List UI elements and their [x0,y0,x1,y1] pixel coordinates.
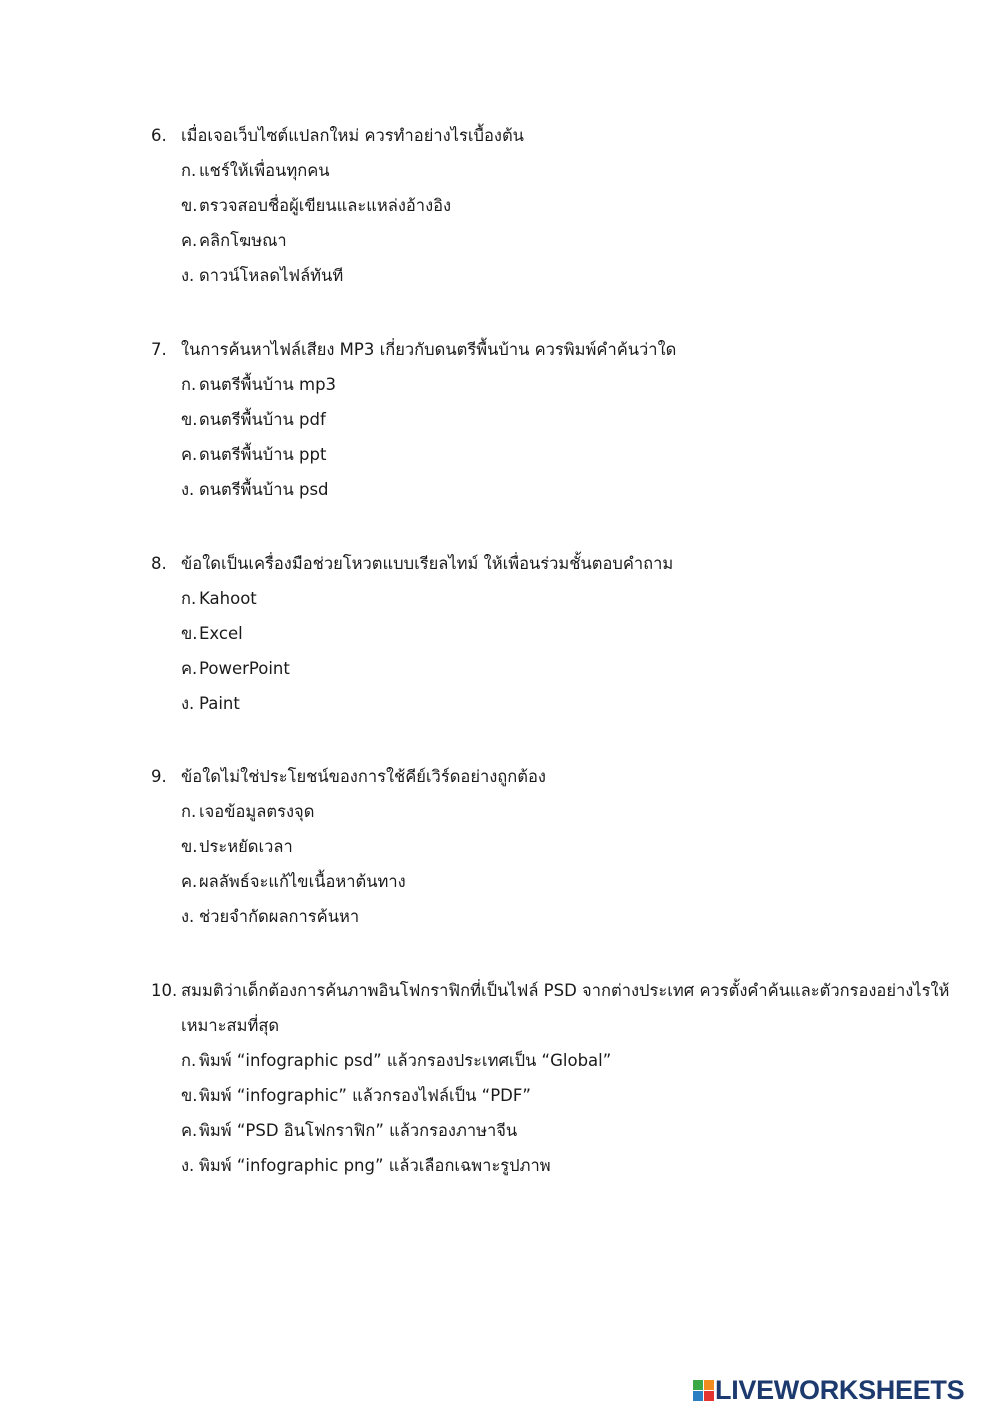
option-letter: ง. [181,907,195,926]
option-text: PowerPoint [199,659,290,678]
option-text: ดนตรีพื้นบ้าน pdf [199,410,326,429]
question-7 [0,332,1000,507]
option-text: ผลลัพธ์จะแก้ไขเนื้อหาต้นทาง [199,872,406,891]
question-text: เมื่อเจอเว็บไซต์แปลกใหม่ ควรทำอย่างไรเบื้องต้น [181,126,524,145]
liveworksheets-logo [693,1377,964,1403]
question-text: ในการค้นหาไฟล์เสียง MP3 เกี่ยวกับดนตรีพื้นบ้าน ควรพิมพ์คำค้นว่าใด [181,340,677,359]
option-c [0,1113,1000,1148]
option-c [0,223,1000,258]
option-b [0,188,1000,223]
option-text: พิมพ์ “PSD อินโฟกราฟิก” แล้วกรองภาษาจีน [199,1121,518,1140]
option-text: ดาวน์โหลดไฟล์ทันที [199,266,344,285]
question-text: ข้อใดเป็นเครื่องมือช่วยโหวตแบบเรียลไทม์ ให้เพื่อนร่วมชั้นตอบคำถาม [181,554,674,573]
option-text: พิมพ์ “infographic png” แล้วเลือกเฉพาะรูปภาพ [199,1156,551,1175]
option-d [0,899,1000,934]
option-letter: ก. [181,375,197,394]
option-b [0,402,1000,437]
option-text: Excel [199,624,243,643]
option-text: พิมพ์ “infographic psd” แล้วกรองประเทศเป็น “Global” [199,1051,612,1070]
option-a [0,153,1000,188]
option-letter: ค. [181,231,198,250]
question-number: 10. [151,981,178,1000]
option-text: พิมพ์ “infographic” แล้วกรองไฟล์เป็น “PDF” [199,1086,531,1105]
option-letter: ข. [181,624,198,643]
option-letter: ค. [181,659,198,678]
option-letter: ง. [181,1156,195,1175]
option-letter: ก. [181,161,197,180]
option-d [0,686,1000,721]
question-number: 6. [151,126,167,145]
question-10 [0,973,1000,1183]
option-letter: ก. [181,1051,197,1070]
option-text: ดนตรีพื้นบ้าน mp3 [199,375,337,394]
option-d [0,1148,1000,1183]
option-b [0,616,1000,651]
option-letter: ง. [181,480,195,499]
option-text: ประหยัดเวลา [199,837,293,856]
option-letter: ค. [181,872,198,891]
option-text: Kahoot [199,589,257,608]
question-number: 9. [151,767,167,786]
question-number: 8. [151,554,167,573]
option-text: แชร์ให้เพื่อนทุกคน [199,161,330,180]
option-letter: ข. [181,837,198,856]
logo-text: LIVEWORKSHEETS [715,1375,965,1405]
option-d [0,258,1000,293]
option-letter: ข. [181,410,198,429]
question-8 [0,546,1000,721]
option-text: Paint [199,694,240,713]
option-c [0,437,1000,472]
option-c [0,864,1000,899]
option-d [0,472,1000,507]
option-letter: ค. [181,1121,198,1140]
option-letter: ก. [181,589,197,608]
question-9 [0,759,1000,934]
option-text: ตรวจสอบชื่อผู้เขียนและแหล่งอ้างอิง [199,196,452,215]
option-text: ช่วยจำกัดผลการค้นหา [199,907,360,926]
option-a [0,581,1000,616]
option-c [0,651,1000,686]
question-text: ข้อใดไม่ใช่ประโยชน์ของการใช้คีย์เวิร์ดอย่างถูกต้อง [181,767,546,786]
option-letter: ง. [181,694,195,713]
question-text-continued: เหมาะสมที่สุด [181,1016,280,1035]
option-b [0,1078,1000,1113]
option-text: คลิกโฆษณา [199,231,287,250]
option-a [0,794,1000,829]
question-number: 7. [151,340,167,359]
option-letter: ข. [181,196,198,215]
option-a [0,367,1000,402]
option-letter: ง. [181,266,195,285]
option-letter: ก. [181,802,197,821]
question-6 [0,118,1000,293]
option-text: ดนตรีพื้นบ้าน psd [199,480,329,499]
option-letter: ค. [181,445,198,464]
option-a [0,1043,1000,1078]
option-b [0,829,1000,864]
liveworksheets-logo-icon [693,1380,713,1400]
option-letter: ข. [181,1086,198,1105]
question-text: สมมติว่าเด็กต้องการค้นภาพอินโฟกราฟิกที่เป็นไฟล์ PSD จากต่างประเทศ ควรตั้งคำค้นและตัวกรองอย่างไรให้ [181,981,950,1000]
option-text: เจอข้อมูลตรงจุด [199,802,315,821]
option-text: ดนตรีพื้นบ้าน ppt [199,445,327,464]
